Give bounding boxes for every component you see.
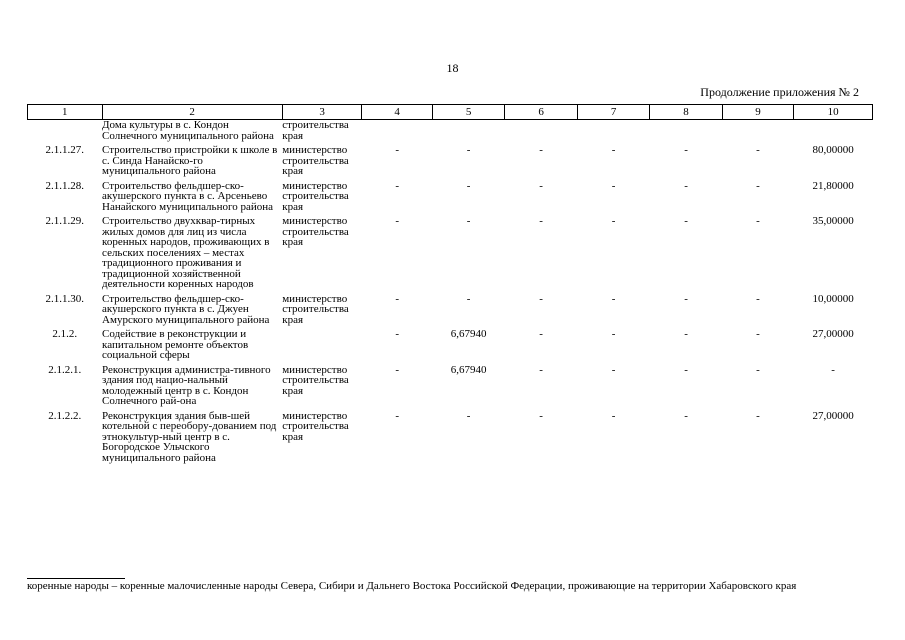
- row-value-6: [505, 120, 577, 146]
- row-executor: министерство строительства края: [282, 179, 349, 213]
- row-value-6: -: [539, 363, 543, 376]
- row-executor: министерство строительства края: [282, 409, 349, 443]
- row-name: Дома культуры в с. Кондон Солнечного муниципального района: [102, 119, 274, 142]
- row-value-5: 6,67940: [450, 363, 487, 376]
- row-executor: министерство строительства края: [282, 292, 349, 326]
- row-value-4: -: [395, 179, 399, 192]
- row-executor: министерство строительства края: [282, 215, 349, 248]
- row-name: Реконструкция здания быв-шей котельной с переобору-дованием под этнокультур-ный центр в с. Богородское Ульчского муниципального района: [102, 409, 277, 464]
- col-header: 7: [577, 105, 649, 120]
- row-number: 2.1.1.30.: [45, 292, 85, 305]
- row-value-9: -: [756, 144, 760, 156]
- row-name: Содействие в реконструкции и капитальном ремонте объектов социальной сферы: [102, 328, 249, 361]
- row-name: Строительство фельдшер-ско-акушерского пункта в с. Джуен Амурского муниципального района: [102, 292, 270, 326]
- col-header: 9: [722, 105, 793, 120]
- row-number: 2.1.2.2.: [48, 409, 82, 422]
- row-value-6: -: [539, 144, 543, 156]
- table-row: [28, 294, 873, 330]
- row-value-10: 27,00000: [812, 328, 854, 340]
- row-value-7: -: [611, 215, 616, 227]
- row-number: 2.1.2.: [52, 328, 78, 340]
- row-value-9: -: [756, 215, 760, 227]
- row-value-8: -: [684, 363, 688, 376]
- row-value-5: -: [466, 409, 471, 422]
- row-value-10: [794, 120, 873, 146]
- col-header: 4: [362, 105, 432, 120]
- row-value-7: -: [611, 328, 616, 340]
- row-value-9: -: [756, 363, 760, 376]
- row-value-8: [650, 120, 722, 146]
- row-executor: [282, 329, 362, 365]
- col-header: 3: [282, 105, 362, 120]
- row-value-10: 10,00000: [812, 292, 854, 305]
- table-row: [28, 120, 873, 146]
- table-row: [28, 145, 873, 181]
- row-value-4: -: [395, 292, 399, 305]
- row-number: [28, 120, 103, 146]
- row-value-4: -: [395, 328, 399, 340]
- row-number: 2.1.1.28.: [45, 179, 85, 192]
- row-value-5: 6,67940: [450, 328, 487, 340]
- continuation-label: Продолжение приложения № 2: [700, 85, 859, 99]
- row-value-4: [362, 120, 432, 146]
- row-value-9: -: [756, 179, 760, 192]
- row-value-8: -: [684, 144, 688, 156]
- row-name: Строительство пристройки к школе в с. Синда Нанайско-го муниципального района: [102, 144, 278, 177]
- table-row: [28, 329, 873, 365]
- row-value-5: -: [466, 215, 471, 227]
- row-value-7: [577, 120, 649, 146]
- row-number: 2.1.2.1.: [48, 363, 82, 376]
- row-executor: министерство строительства края: [282, 144, 349, 177]
- program-table: [27, 104, 873, 467]
- row-value-10: 21,80000: [812, 179, 854, 192]
- row-value-7: -: [611, 179, 616, 192]
- row-value-5: -: [466, 292, 471, 305]
- table-row: [28, 411, 873, 468]
- col-header: 6: [505, 105, 577, 120]
- row-value-5: -: [466, 144, 471, 156]
- col-header: 10: [794, 105, 873, 120]
- row-value-6: -: [539, 215, 543, 227]
- row-value-4: -: [395, 409, 399, 422]
- row-value-9: [722, 120, 793, 146]
- row-value-10: -: [831, 363, 835, 376]
- col-header: 1: [28, 105, 103, 120]
- row-value-8: -: [684, 179, 688, 192]
- footnote: коренные народы – коренные малочисленные народы Севера, Сибири и Дальнего Востока Российской Федерации, проживающие на территории Хабаровского края: [27, 580, 797, 592]
- row-number: 2.1.1.27.: [45, 144, 85, 156]
- row-name: Строительство фельдшер-ско-акушерского пункта в с. Арсеньево Нанайского муниципального района: [102, 179, 273, 213]
- table-row: [28, 216, 873, 294]
- row-value-10: 80,00000: [812, 144, 854, 156]
- row-value-9: -: [756, 328, 760, 340]
- col-header: 2: [102, 105, 282, 120]
- table-row: [28, 365, 873, 411]
- table-header-row: [28, 105, 873, 120]
- row-name: Реконструкция администра-тивного здания под нацио-нальный молодежный центр в с. Кондон Солнечного рай-она: [102, 363, 271, 407]
- row-value-4: -: [395, 215, 399, 227]
- row-executor: строительства края: [282, 119, 349, 142]
- row-value-10: 35,00000: [812, 215, 854, 227]
- row-value-6: -: [539, 409, 543, 422]
- row-value-9: -: [756, 409, 760, 422]
- row-value-8: -: [684, 292, 688, 305]
- row-value-5: [432, 120, 504, 146]
- footnote-divider: [27, 578, 125, 579]
- row-value-8: -: [684, 215, 688, 227]
- row-value-7: -: [611, 292, 616, 305]
- row-value-4: -: [395, 363, 399, 376]
- row-value-6: -: [539, 179, 543, 192]
- col-header: 8: [650, 105, 722, 120]
- row-value-5: -: [466, 179, 471, 192]
- table-row: [28, 181, 873, 217]
- row-name: Строительство двухквар-тирных жилых домов для лиц из числа коренных народов, проживающих в сельских поселениях – местах традиционного проживания и традиционной хозяйственной деятельности коренных народов: [102, 215, 270, 290]
- row-value-7: -: [611, 409, 616, 422]
- row-value-4: -: [395, 144, 399, 156]
- row-value-10: 27,00000: [812, 409, 854, 422]
- row-number: 2.1.1.29.: [45, 215, 85, 227]
- row-value-6: -: [539, 292, 543, 305]
- row-value-8: -: [684, 409, 688, 422]
- row-executor: министерство строительства края: [282, 363, 349, 397]
- row-value-7: -: [611, 363, 616, 376]
- row-value-7: -: [611, 144, 616, 156]
- col-header: 5: [432, 105, 504, 120]
- row-value-9: -: [756, 292, 760, 305]
- page-number: 18: [446, 61, 459, 75]
- row-value-8: -: [684, 328, 688, 340]
- row-value-6: -: [539, 328, 543, 340]
